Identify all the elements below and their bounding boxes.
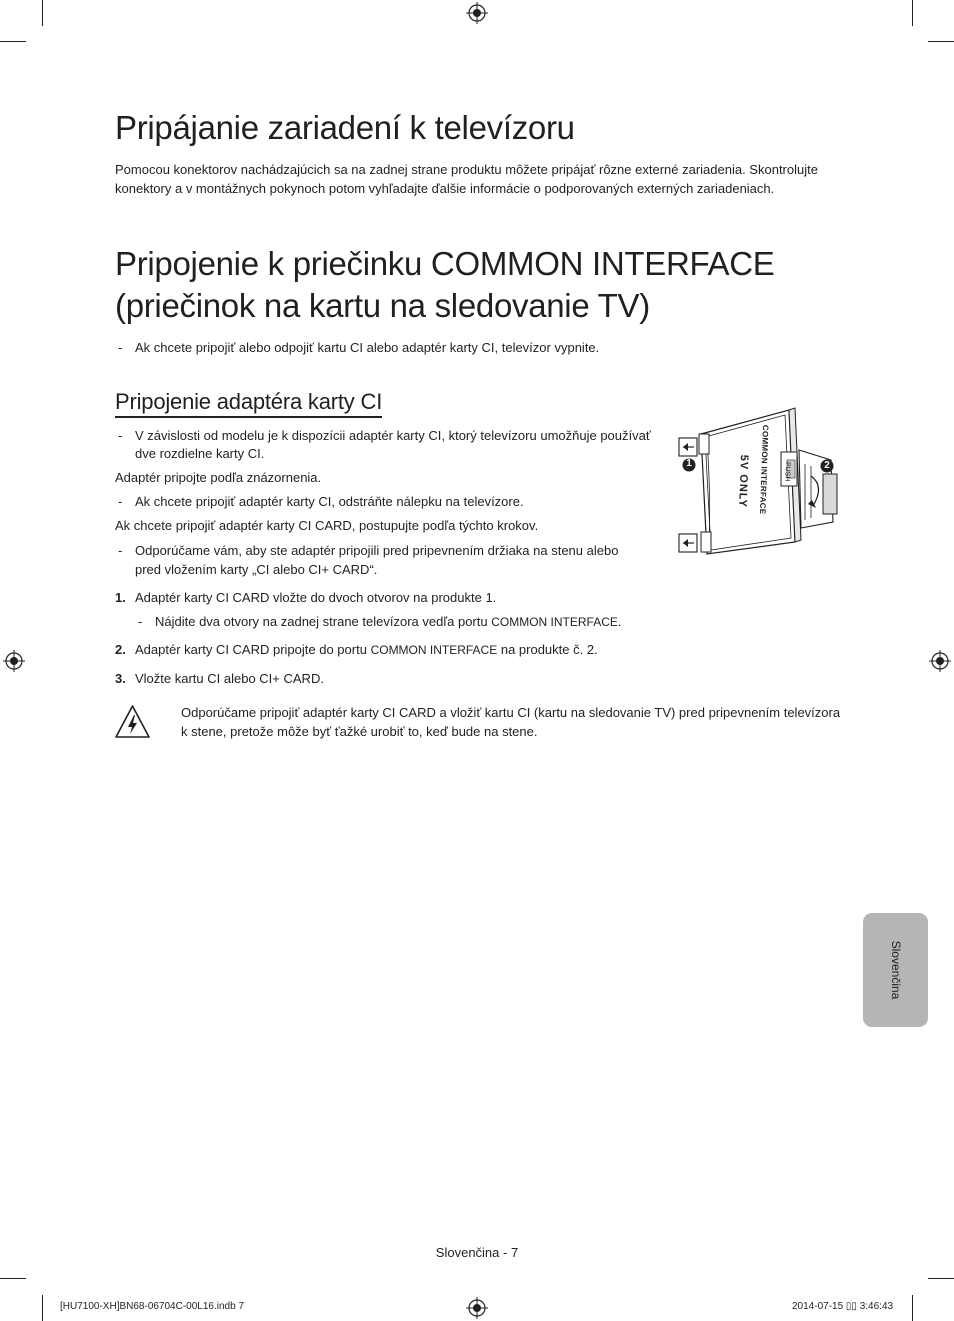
port-name: COMMON INTERFACE — [370, 643, 498, 657]
step-number-3: 3. — [115, 671, 126, 686]
warning-line-1: Odporúčame pripojiť adaptér karty CI CARD a vložiť kartu CI (kartu na sledovanie TV) pred pripevnením televízora — [181, 705, 841, 720]
paragraph-steps-intro: Ak chcete pripojiť adaptér karty CI CARD, postupujte podľa týchto krokov. — [115, 518, 539, 533]
intro-line-1: Pomocou konektorov nachádzajúcich sa na zadnej strane produktu môžete pripájať rôzne externé zariadenia. Skontrolujte — [115, 162, 818, 177]
step-2-text: Adaptér karty CI CARD pripojte do portu COMMON INTERFACE na produkte č. 2. — [135, 642, 598, 657]
language-side-tab — [863, 913, 928, 1027]
bullet-model-line-1: V závislosti od modelu je k dispozícii adaptér karty CI, ktorý televízoru umožňuje používať — [135, 428, 651, 443]
bullet-recommend-line-1: Odporúčame vám, aby ste adaptér pripojili pred pripevnením držiaka na stenu alebo — [135, 543, 619, 558]
marker-2-label: 2 — [824, 460, 830, 471]
print-timestamp: 2014-07-15 ▯▯ 3:46:43 — [792, 1301, 894, 1312]
step-1-text: Adaptér karty CI CARD vložte do dvoch otvorov na produkte 1. — [135, 590, 497, 605]
section-title-line-2: (priečinok na kartu na sledovanie TV) — [115, 287, 650, 324]
warning-line-2: k stene, pretože môže byť ťažké urobiť to, keď bude na stene. — [181, 724, 538, 739]
marker-1-label: 1 — [686, 458, 692, 469]
warning-high-voltage-icon — [114, 704, 151, 739]
power-note: Ak chcete pripojiť alebo odpojiť kartu CI alebo adaptér karty CI, televízor vypnite. — [135, 340, 600, 355]
intro-line-2: konektory a v montážnych pokynoch potom vyhľadajte ďalšie informácie o podporovaných externých zariadeniach. — [115, 181, 775, 196]
bullet-dash: - — [118, 494, 123, 509]
crop-mark — [912, 1295, 913, 1321]
paragraph-connect: Adaptér pripojte podľa znázornenia. — [115, 470, 322, 485]
bullet-recommend-line-2: pred vložením karty „CI alebo CI+ CARD“. — [135, 562, 378, 577]
bullet-dash: - — [118, 428, 123, 443]
crop-mark — [42, 1295, 43, 1321]
subsection-title: Pripojenie adaptéra karty CI — [115, 388, 382, 418]
print-file-info: [HU7100-XH]BN68-06704C-00L16.indb 7 — [60, 1301, 245, 1312]
bullet-dash: - — [138, 614, 143, 629]
page-title: Pripájanie zariadení k televízoru — [115, 109, 575, 146]
crop-mark — [912, 0, 913, 26]
language-side-tab-label: Slovenčina — [888, 940, 903, 1000]
bullet-dash: - — [118, 543, 123, 558]
bullet-dash: - — [118, 340, 123, 355]
push-label: PUSH — [783, 461, 791, 482]
crop-mark — [0, 1278, 26, 1279]
crop-mark — [0, 41, 26, 42]
step-3-text: Vložte kartu CI alebo CI+ CARD. — [135, 671, 324, 686]
crop-mark — [928, 41, 954, 42]
step-1-sub: Nájdite dva otvory na zadnej strane televízora vedľa portu COMMON INTERFACE. — [155, 614, 622, 629]
step-number-2: 2. — [115, 642, 126, 657]
page-number: Slovenčina - 7 — [435, 1245, 519, 1260]
step-number-1: 1. — [115, 590, 126, 605]
registration-mark-icon — [466, 2, 488, 24]
registration-mark-icon — [3, 650, 25, 672]
crop-mark — [928, 1278, 954, 1279]
bullet-sticker: Ak chcete pripojiť adaptér karty CI, odstráňte nálepku na televízore. — [135, 494, 524, 509]
registration-mark-icon — [929, 650, 951, 672]
bullet-model-line-2: dve rozdielne karty CI. — [135, 446, 265, 461]
section-title-line-1: Pripojenie k priečinku COMMON INTERFACE — [115, 245, 775, 282]
crop-mark — [42, 0, 43, 26]
5v-label: 5V ONLY — [736, 454, 750, 509]
ci-label: COMMON INTERFACE — [757, 424, 770, 515]
registration-mark-icon — [466, 1297, 488, 1319]
port-name: COMMON INTERFACE — [491, 615, 618, 629]
